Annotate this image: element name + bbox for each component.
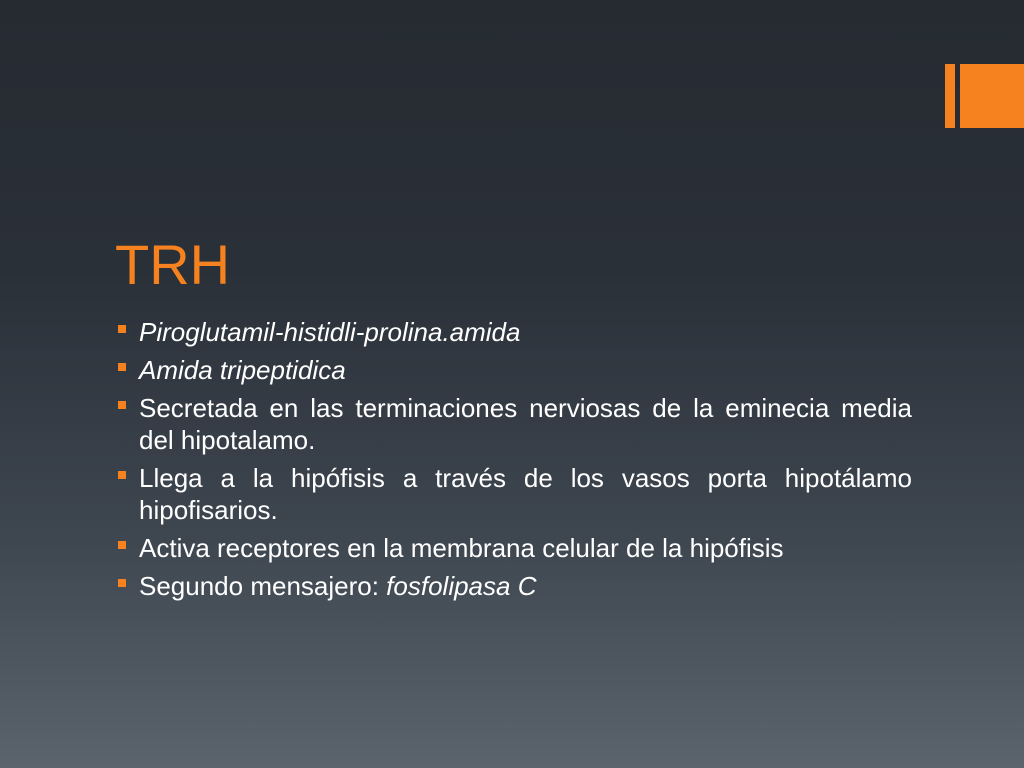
bullet-item: [118, 316, 912, 348]
bullet-text: Secretada en las terminaciones nerviosas de la eminecia media del hipotalamo.: [139, 393, 912, 455]
bullet-list: [118, 316, 912, 602]
square-bullet-icon: [118, 363, 126, 371]
square-bullet-icon: [118, 471, 126, 479]
bullet-item: [118, 570, 912, 602]
bullet-text: Segundo mensajero:: [139, 571, 387, 601]
bullet-text: Activa receptores en la membrana celular de la hipófisis: [139, 533, 784, 563]
bullet-text: Amida tripeptidica: [139, 355, 346, 385]
square-bullet-icon: [118, 579, 126, 587]
accent-bars-decoration: [945, 64, 1024, 128]
bullet-item: [118, 392, 912, 456]
square-bullet-icon: [118, 325, 126, 333]
bullet-item: [118, 354, 912, 386]
square-bullet-icon: [118, 401, 126, 409]
square-bullet-icon: [118, 541, 126, 549]
accent-bar-thin: [945, 64, 955, 128]
slide-content: [118, 316, 912, 608]
slide-title: TRH: [115, 233, 231, 296]
bullet-item: [118, 462, 912, 526]
bullet-item: [118, 532, 912, 564]
accent-bar-wide: [960, 64, 1024, 128]
bullet-text: Llega a la hipófisis a través de los vasos porta hipotálamo hipofisarios.: [139, 463, 912, 525]
bullet-text: Piroglutamil-histidli-prolina.amida: [139, 317, 521, 347]
bullet-text-italic: fosfolipasa C: [386, 571, 537, 601]
